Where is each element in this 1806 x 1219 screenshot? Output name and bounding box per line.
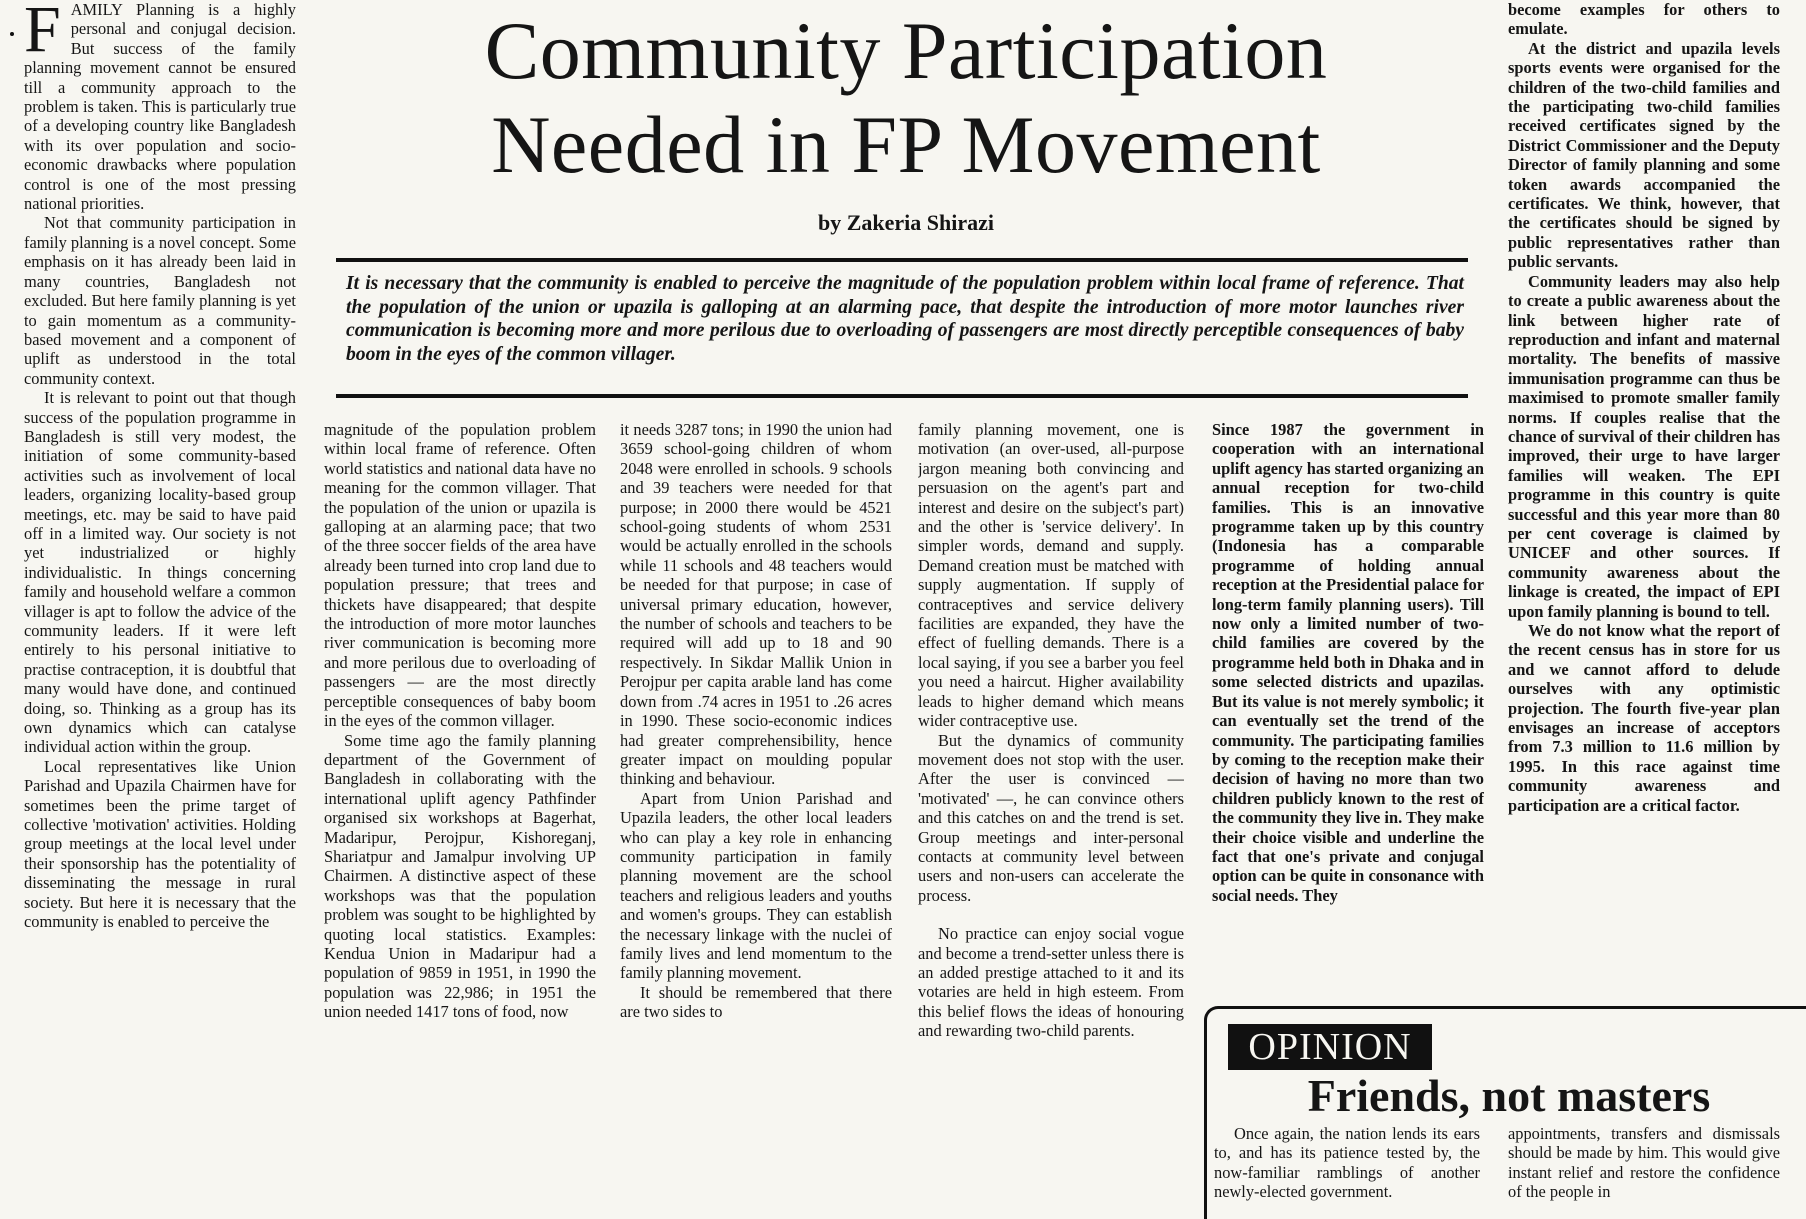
paragraph: Community leaders may also help to create a public awareness about the link between higher rate of reproduction and infant and maternal mortality. The benefits of massive immunisation programme can thus be maximised to promote smaller family norms. If couples realise that the chance of survival of their children has improved, their urge to have larger families will weaken. The EPI programme in this country is quite successful and this year more than 80 per cent coverage is claimed by UNICEF and other sources. If community awareness about the linkage is created, the impact of EPI upon family planning is bound to tell. [1508,271,1780,621]
headline [324,4,1488,192]
paragraph: become examples for others to emulate. [1508,0,1780,39]
deck-rule-top [336,258,1468,262]
paragraph: But the dynamics of community movement does not stop with the user. After the user is convinced — 'motivated' —, he can convince others and this catches on and the trend is set. Group meetings and inter-personal contacts at community level between users and non-users can accelerate the process. [918,730,1184,905]
article-column-1 [24,0,296,1214]
paragraph: We do not know what the report of the recent census has in store for us and we cannot afford to delude ourselves with any optimistic projection. The fourth five-year plan envisages an increase of acceptors from 7.3 million to 11.6 million by 1995. In this race against time community awareness and participation are a critical factor. [1508,621,1780,815]
deck-rule-bottom [336,394,1468,398]
paragraph-text: AMILY Planning is a highly personal and conjugal decision. But success of the family planning movement cannot be ensured till a community approach to the problem is taken. This is particularly true of a developing country like Bangladesh with its over population and socio-economic drawbacks where population control is one of the most pressing national priorities. [24,0,296,214]
paragraph: it needs 3287 tons; in 1990 the union had 3659 school-going children of whom 2048 were enrolled in schools. 9 schools and 39 teachers were needed for that purpose; in 2000 there would be 4521 school-going students of whom 2531 would be actually enrolled in the schools while 11 schools and 48 teachers would be needed for that purpose; in case of universal primary education, however, the number of schools and teachers to be required will add up to 18 and 90 respectively. In Sikdar Mallik Union in Perojpur per capita arable land has come down from .74 acres in 1951 to .26 acres in 1990. These socio-economic indices had greater comprehensibility, hence greater impact on moulding popular thinking and behaviour. [620,420,892,789]
article-column-6 [1508,0,1780,1000]
paragraph: Local representatives like Union Parishad and Upazila Chairmen have for sometimes been the prime target of collective 'motivation' activities. Holding group meetings at the local level under their sponsorship has the potentiality of disseminating the message in rural society. But here it is necessary that the community is enabled to perceive the [24,756,296,932]
byline: by Zakeria Shirazi [817,210,994,235]
article-column-4 [918,420,1184,1214]
paragraph: Since 1987 the government in cooperation with an international uplift agency has started organizing an annual reception for two-child families. This is an innovative programme taken up by this country (Indonesia has a comparable programme of holding annual reception at the Presidential palace for long-term family planning users). Till now only a limited number of two-child families are covered by the programme held both in Dhaka and in some selected districts and upazilas. But its value is not merely symbolic; it can eventually set the trend of the community. The participating families by coming to the reception make their decision of having no more than two children publicly known to the rest of the community they live in. They make their choice visible and underline the fact that one's private and conjugal option can be quite in consonance with social needs. They [1212,420,1484,905]
paragraph: family planning movement, one is motivation (an over-used, all-purpose jargon meaning both convincing and persuasion on the agent's part and interest and desire on the subject's part) and the other is 'service delivery'. In simpler words, demand and supply. Demand creation must be matched with supply augmentation. If supply of contraceptives and service delivery facilities are expanded, they have the effect of fuelling demands. There is a local saying, if you see a barber you feel you need a haircut. Higher availability leads to higher demand which means wider contraceptive use. [918,420,1184,731]
standfirst: It is necessary that the community is enabled to perceive the magnitude of the population problem within local frame of reference. That the population of the union or upazila is galloping at an alarming pace, that despite the introduction of more motor launches river communication is becoming more and more perilous due to overloading of passengers are most directly perceptible consequences of baby boom in the eyes of the common villager. [346,273,1464,365]
paragraph: It should be remembered that there are two sides to [620,982,892,1022]
article-column-3 [620,420,892,1214]
article-column-5 [1212,420,1484,994]
opinion-column-2 [1508,1124,1780,1214]
paragraph: No practice can enjoy social vogue and become a trend-setter unless there is an added prestige attached to it and its votaries are held in high esteem. From this belief flows the ideas of honouring and rewarding two-child parents. [918,924,1184,1041]
paragraph [24,0,296,213]
headline-line-1: Community Participation [484,5,1328,96]
paragraph: Apart from Union Parishad and Upazila leaders, the other local leaders who can play a key role in enhancing community participation in family planning movement are the school teachers and religious leaders and youths and women's groups. They can establish the necessary linkage with the nuclei of family lives and lend momentum to the family planning movement. [620,788,892,983]
headline-line-2: Needed in FP Movement [491,99,1321,190]
paragraph: Once again, the nation lends its ears to, and has its patience tested by, the now-familiar ramblings of another newly-elected government. [1214,1124,1480,1202]
drop-cap: F [24,0,61,66]
opinion-label: OPINION [1228,1024,1432,1070]
paragraph: appointments, transfers and dismissals should be made by him. This would give instant relief and restore the confidence of the people in [1508,1124,1780,1202]
print-speck [10,32,14,36]
paragraph: Not that community participation in family planning is a novel concept. Some emphasis on it has already been laid in many countries, Bangladesh not excluded. But here family planning is yet to gain momentum as a community-based movement and a component of uplift as understood in the total community context. [24,213,296,388]
opinion-title: Friends, not masters [1307,1070,1711,1121]
paragraph: At the district and upazila levels sports events were organised for the children of the two-child families and the participating two-child families received certificates signed by the District Commissioner and the Deputy Director of family planning and some token awards accompanied the certificates. We think, however, that the certificates should be signed by public representatives rather than public servants. [1508,38,1780,272]
paragraph: It is relevant to point out that though success of the population programme in Bangladesh is still very modest, the initiation of some community-based activities such as involvement of local leaders, organizing locality-based group meetings, etc. may be said to have paid off in a limited way. Our society is not yet industrialized or highly individualistic. In things concerning family and household welfare a common villager is apt to follow the advice of the community leaders. If it were left entirely to his personal initiative to practise contraception, it is doubtful that many would have done, and continued doing, so. Thinking as a group has its own dynamics which can catalyse individual action within the group. [24,388,296,757]
paragraph: magnitude of the population problem within local frame of reference. Often world statistics and national data have no meaning for the common villager. That the population of the union or upazila is galloping at an alarming pace; that two of the three soccer fields of the area have already been turned into crop land due to population pressure; that trees and thickets have disappeared; that despite the introduction of more motor launches river communication is becoming more and more perilous due to overloading of passengers — are the most directly perceptible consequences of baby boom in the eyes of the common villager. [324,420,596,731]
paragraph: Some time ago the family planning department of the Government of Bangladesh in collaborating with the international uplift agency Pathfinder organised six workshops at Bagerhat, Madaripur, Perojpur, Kishoreganj, Shariatpur and Jamalpur involving UP Chairmen. A distinctive aspect of these workshops was that the population problem was sought to be highlighted by quoting local statistics. Examples: Kendua Union in Madaripur had a population of 9859 in 1951, in 1990 the population was 22,986; in 1951 the union needed 1417 tons of food, now [324,730,596,1022]
opinion-column-1 [1214,1124,1480,1214]
article-column-2 [324,420,596,1214]
